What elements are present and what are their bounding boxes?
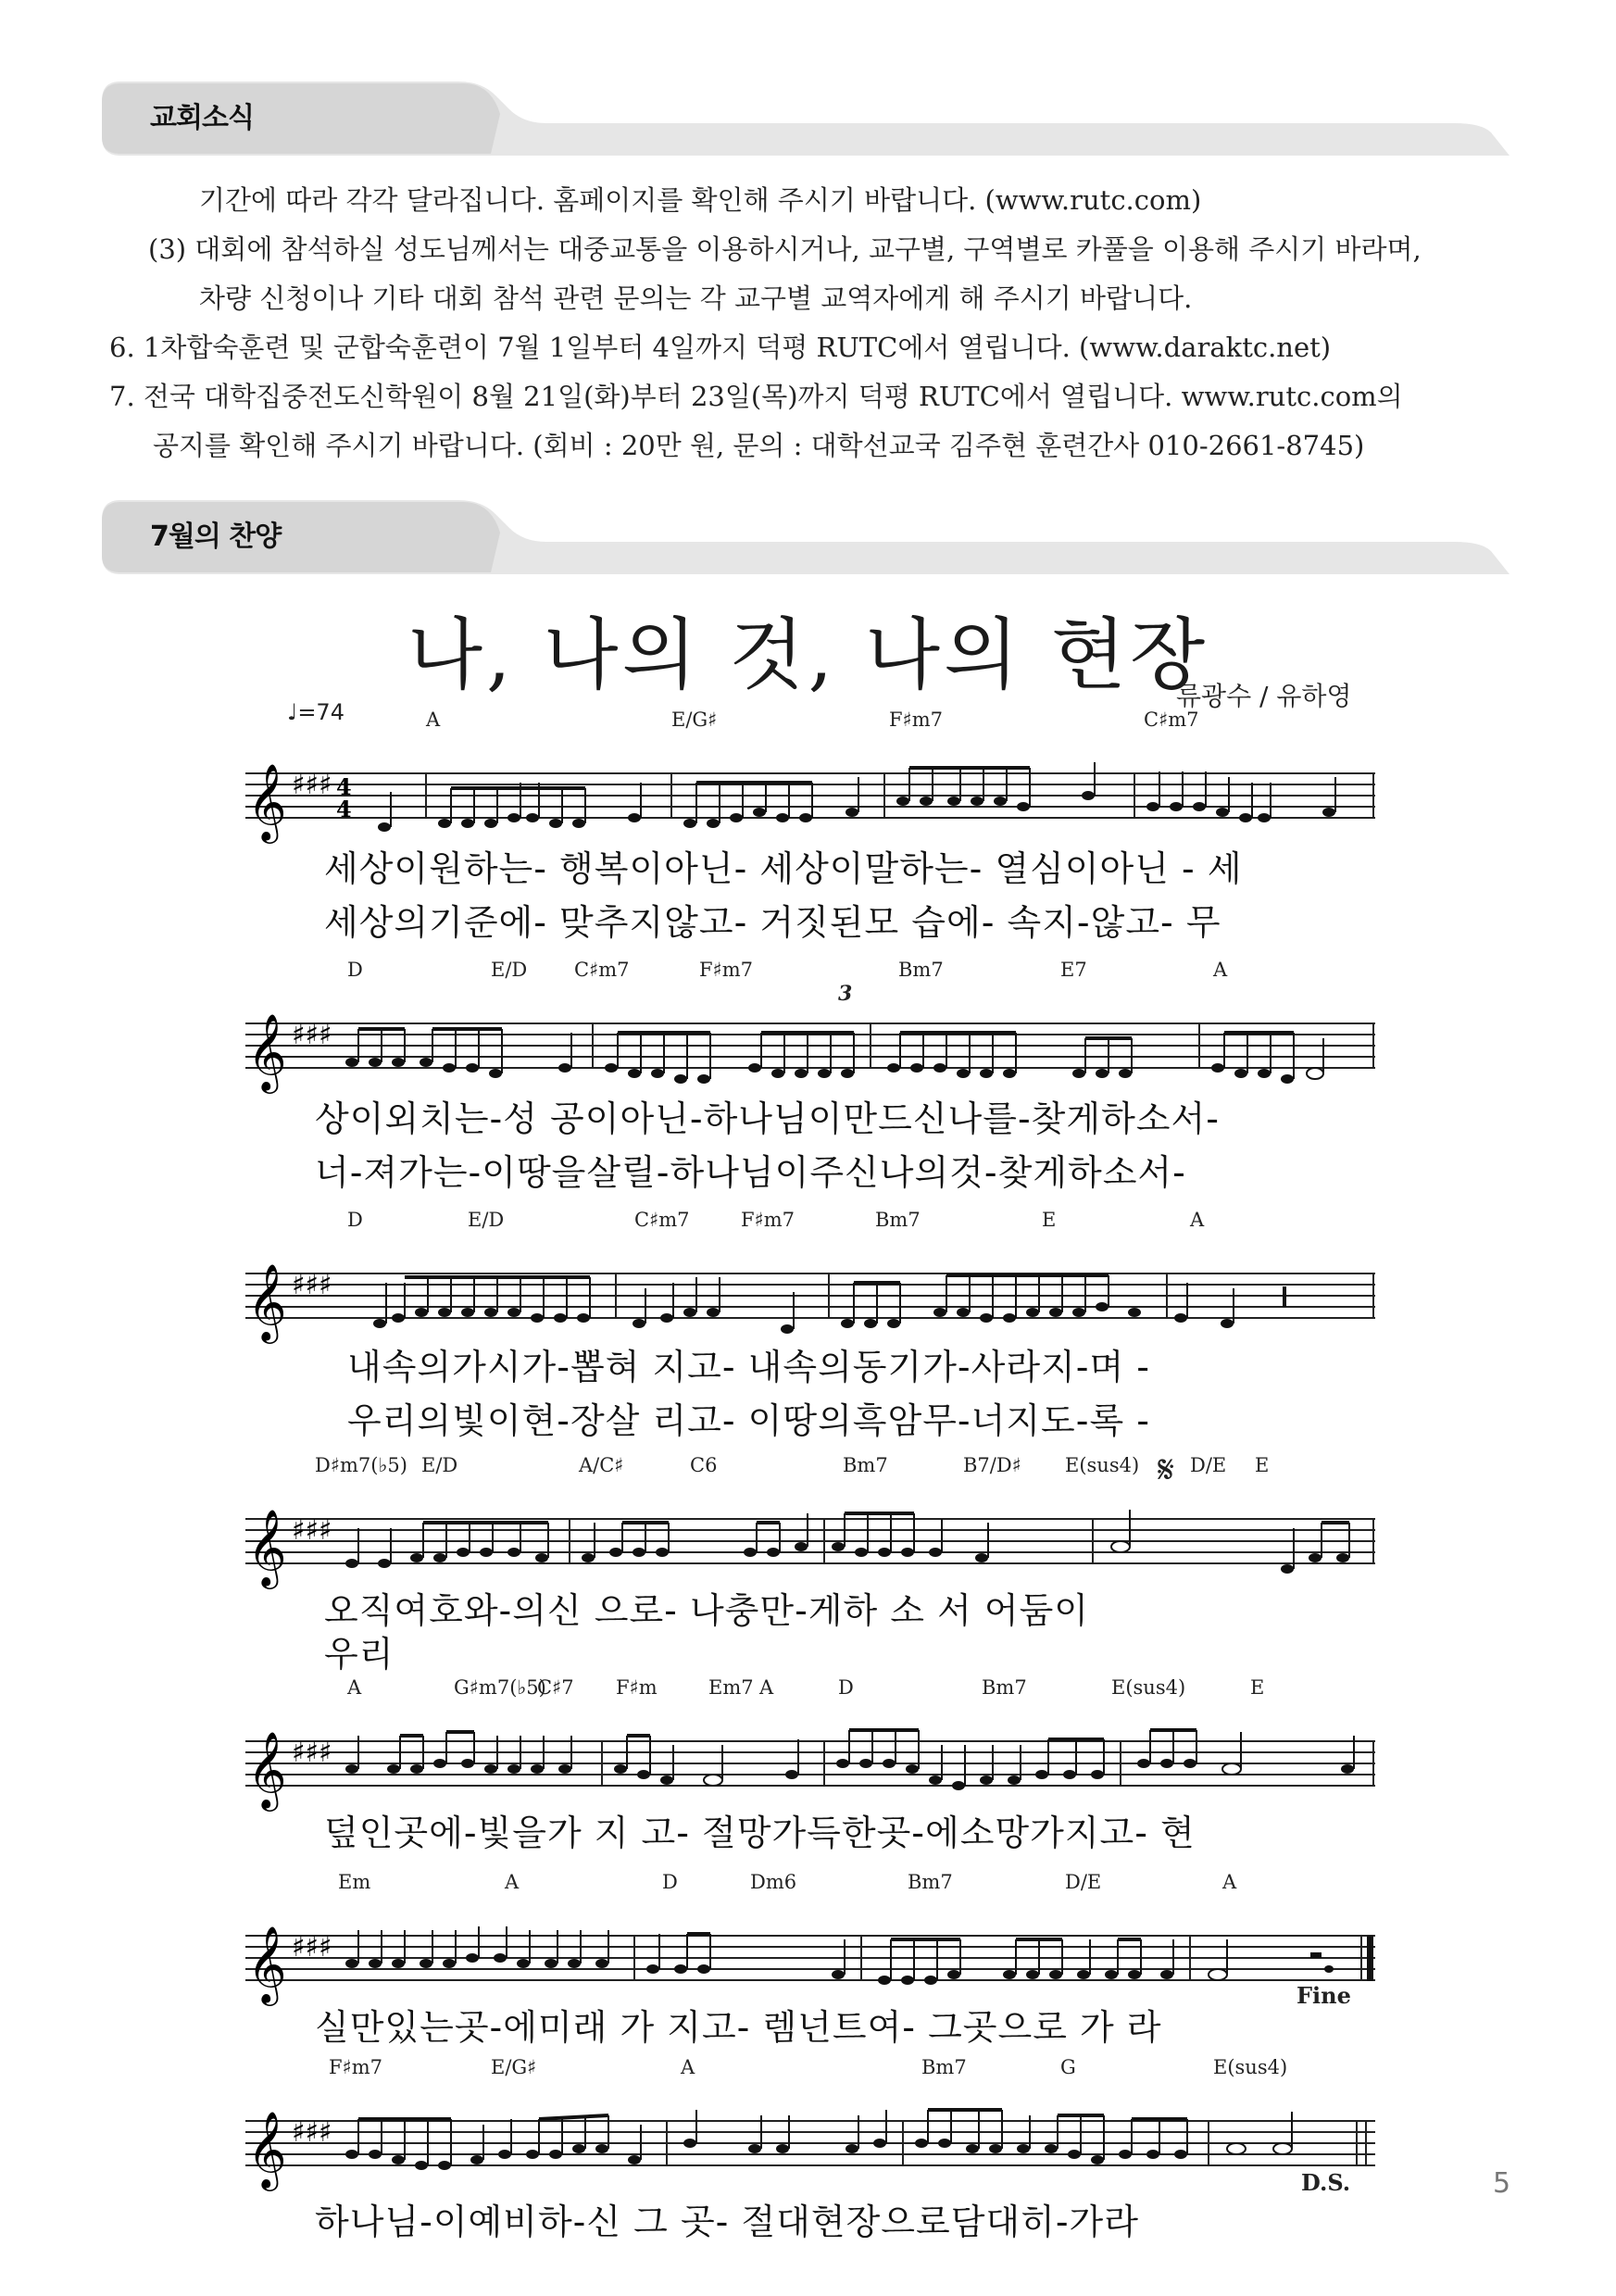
svg-text:𝄞: 𝄞: [247, 1012, 287, 1090]
news-line: 7. 전국 대학집중전도신학원이 8월 21일(화)부터 23일(목)까지 덕평 RUTC에서 열립니다. www.rutc.com의: [109, 381, 1403, 412]
chord-symbol: A/C♯: [579, 1454, 624, 1476]
lyric-verse-1: 상이외치는-성 공이아닌-하나님이만드신나를-찾게하소서-: [315, 1098, 1220, 1139]
music-system-4: [245, 1447, 1375, 1676]
chord-symbol: D: [347, 1209, 363, 1231]
chord-symbol: C6: [690, 1454, 718, 1476]
chord-symbol: E: [1042, 1209, 1057, 1231]
music-staff: [245, 2102, 1375, 2195]
music-system-6: [245, 1871, 1375, 2056]
chord-row: [245, 959, 1375, 990]
svg-text:♯♯♯: ♯♯♯: [292, 1931, 332, 1964]
lyric-verse-1: 실만있는곳-에미래 가 지고- 렘넌트여- 그곳으로 가 라: [315, 2007, 1162, 2048]
chord-symbol: D: [838, 1676, 854, 1699]
svg-text:♯♯♯: ♯♯♯: [292, 2116, 332, 2149]
chord-symbol: A: [505, 1871, 520, 1893]
key-signature: ♯♯♯: [292, 769, 332, 801]
chord-symbol: F♯m7: [889, 709, 944, 731]
svg-text:4: 4: [336, 796, 352, 822]
chord-symbol: E(sus4): [1111, 1676, 1186, 1699]
chord-symbol: D♯m7(♭5): [315, 1454, 407, 1476]
chord-symbol: E: [1250, 1676, 1265, 1699]
chord-symbol: C♯m7: [634, 1209, 690, 1231]
svg-text:𝄞: 𝄞: [247, 1262, 287, 1340]
page-number: 5: [1493, 2167, 1511, 2200]
lyric-verse-1: 덮인곳에-빛을가 지 고- 절망가득한곳-에소망가지고- 현: [324, 1813, 1196, 1853]
chord-row: [245, 1871, 1375, 1902]
chord-symbol: Bm7: [875, 1209, 921, 1231]
song-credit: 류광수 / 유하영: [1176, 681, 1352, 711]
chord-symbol: C♯7: [537, 1676, 574, 1699]
section-tab-shape: [102, 82, 1510, 156]
treble-clef: 𝄞: [247, 762, 287, 840]
lyric-verse-2: 우리의빛이현-장살 리고- 이땅의흑암무-너지도-록 -: [347, 1400, 1150, 1441]
news-line: 공지를 확인해 주시기 바랍니다. (회비 : 20만 원, 문의 : 대학선교국 김주현 훈련간사 010-2661-8745): [153, 430, 1365, 461]
quarter-rest: [1310, 1952, 1322, 1958]
chord-symbol: E(sus4): [1213, 2056, 1288, 2078]
section-header-church-news: [102, 82, 1510, 146]
news-line: 차량 신청이나 기타 대회 참석 관련 문의는 각 교구별 교역자에게 해 주시기 바랍니다.: [199, 282, 1193, 314]
music-system-7: [245, 2056, 1375, 2241]
section-title-church-news: 교회소식: [150, 102, 254, 134]
chord-symbol: D: [662, 1871, 678, 1893]
church-news-body: [102, 176, 1510, 470]
chord-symbol: F♯m7: [329, 2056, 383, 2078]
segno-sign: 𝄋: [1158, 1447, 1175, 1492]
music-staff: [245, 1917, 1375, 2010]
chord-symbol: E/G♯: [491, 2056, 537, 2078]
chord-symbol: F♯m7: [741, 1209, 795, 1231]
song-title: 나, 나의 것, 나의 현장: [407, 609, 1209, 700]
music-system-5: [245, 1676, 1375, 1871]
chord-symbol: D: [347, 959, 363, 981]
lyric-verse-2: 너-져가는-이땅을살릴-하나님이주신나의것-찾게하소서-: [315, 1152, 1186, 1193]
chord-symbol: A: [1190, 1209, 1205, 1231]
music-system-1: [245, 709, 1375, 959]
chord-symbol: Bm7: [843, 1454, 888, 1476]
music-staff: [245, 1723, 1375, 1815]
chord-symbol: A: [1222, 1871, 1237, 1893]
music-staff: [245, 1255, 1375, 1348]
chord-symbol: E/G♯: [671, 709, 718, 731]
music-system-3: [245, 1209, 1375, 1454]
chord-symbol: E(sus4): [1065, 1454, 1140, 1476]
chord-symbol: D/E: [1190, 1454, 1227, 1476]
svg-text:𝄞: 𝄞: [247, 1730, 287, 1808]
news-line: (3) 대회에 참석하실 성도님께서는 대중교통을 이용하시거나, 교구별, 구역별로 카풀을 이용해 주시기 바라며,: [148, 233, 1422, 265]
chord-symbol: G: [1060, 2056, 1076, 2078]
chord-symbol: E: [1255, 1454, 1270, 1476]
chord-symbol: A: [681, 2056, 695, 2078]
lyric-verse-2: 우리: [324, 1634, 395, 1675]
news-line: 기간에 따라 각각 달라집니다. 홈페이지를 확인해 주시기 바랍니다. (www.rutc.com): [199, 184, 1202, 216]
lyric-verse-1: 하나님-이예비하-신 그 곳- 절대현장으로담대히-가라: [315, 2202, 1139, 2242]
chord-symbol: G♯m7(♭5): [454, 1676, 546, 1699]
chord-row: [245, 1209, 1375, 1240]
chord-symbol: E7: [1060, 959, 1087, 981]
chord-symbol: E/D: [491, 959, 528, 981]
chord-row: [245, 709, 1375, 740]
svg-text:♯♯♯: ♯♯♯: [292, 1269, 332, 1301]
chord-symbol: Dm6: [750, 1871, 797, 1893]
music-staff: [245, 1005, 1375, 1098]
chord-symbol: A: [426, 709, 441, 731]
lyric-verse-2: 세상의기준에- 맞추지않고- 거짓된모 습에- 속지-않고- 무: [324, 902, 1221, 943]
music-system-2: [245, 959, 1375, 1209]
chord-symbol: C♯m7: [1144, 709, 1199, 731]
fine-mark: Fine: [1297, 1982, 1351, 2009]
section-title-song: 7월의 찬양: [150, 521, 282, 553]
lyric-verse-1: 내속의가시가-뽑혀 지고- 내속의동기가-사라지-며 -: [347, 1347, 1150, 1387]
chord-row: [245, 1454, 1375, 1486]
chord-symbol: F♯m7: [699, 959, 754, 981]
chord-symbol: E/D: [421, 1454, 458, 1476]
chord-symbol: Bm7: [898, 959, 944, 981]
svg-text:♯♯♯: ♯♯♯: [292, 1514, 332, 1547]
svg-text:𝄞: 𝄞: [247, 1508, 287, 1586]
chord-symbol: Bm7: [982, 1676, 1027, 1699]
chord-row: [245, 2056, 1375, 2088]
chord-symbol: D/E: [1065, 1871, 1102, 1893]
triplet-mark: 3: [838, 982, 853, 1006]
chord-symbol: Em: [338, 1871, 371, 1893]
chord-symbol: A: [1213, 959, 1228, 981]
svg-text:4: 4: [336, 773, 352, 800]
svg-text:♯♯♯: ♯♯♯: [292, 1737, 332, 1769]
music-staff: [245, 1500, 1375, 1593]
chord-row: [245, 1676, 1375, 1708]
svg-text:𝄞: 𝄞: [247, 2110, 287, 2188]
chord-symbol: A: [347, 1676, 362, 1699]
tempo-marking: ♩=74: [287, 699, 344, 725]
svg-text:𝄞: 𝄞: [247, 1925, 287, 2002]
svg-text:♯♯♯: ♯♯♯: [292, 1019, 332, 1051]
chord-symbol: E/D: [468, 1209, 505, 1231]
chord-symbol: B7/D♯: [963, 1454, 1021, 1476]
news-line: 6. 1차합숙훈련 및 군합숙훈련이 7월 1일부터 4일까지 덕평 RUTC에서 열립니다. (www.daraktc.net): [109, 332, 1332, 363]
chord-symbol: C♯m7: [574, 959, 630, 981]
chord-symbol: F♯m: [616, 1676, 658, 1699]
music-staff: [245, 755, 1375, 847]
chord-symbol: Em7: [708, 1676, 754, 1699]
ds-mark: D.S.: [1301, 2169, 1351, 2196]
lyric-verse-1: 세상이원하는- 행복이아닌- 세상이말하는- 열심이아닌 - 세: [324, 848, 1243, 889]
chord-symbol: A: [759, 1676, 774, 1699]
section-tab-shape: [102, 500, 1510, 574]
section-header-song-of-month: [102, 500, 1510, 565]
chord-symbol: Bm7: [908, 1871, 953, 1893]
lyric-verse-1: 오직여호와-의신 으로- 나충만-게하 소 서 어둠이: [324, 1590, 1089, 1631]
chord-symbol: Bm7: [921, 2056, 967, 2078]
